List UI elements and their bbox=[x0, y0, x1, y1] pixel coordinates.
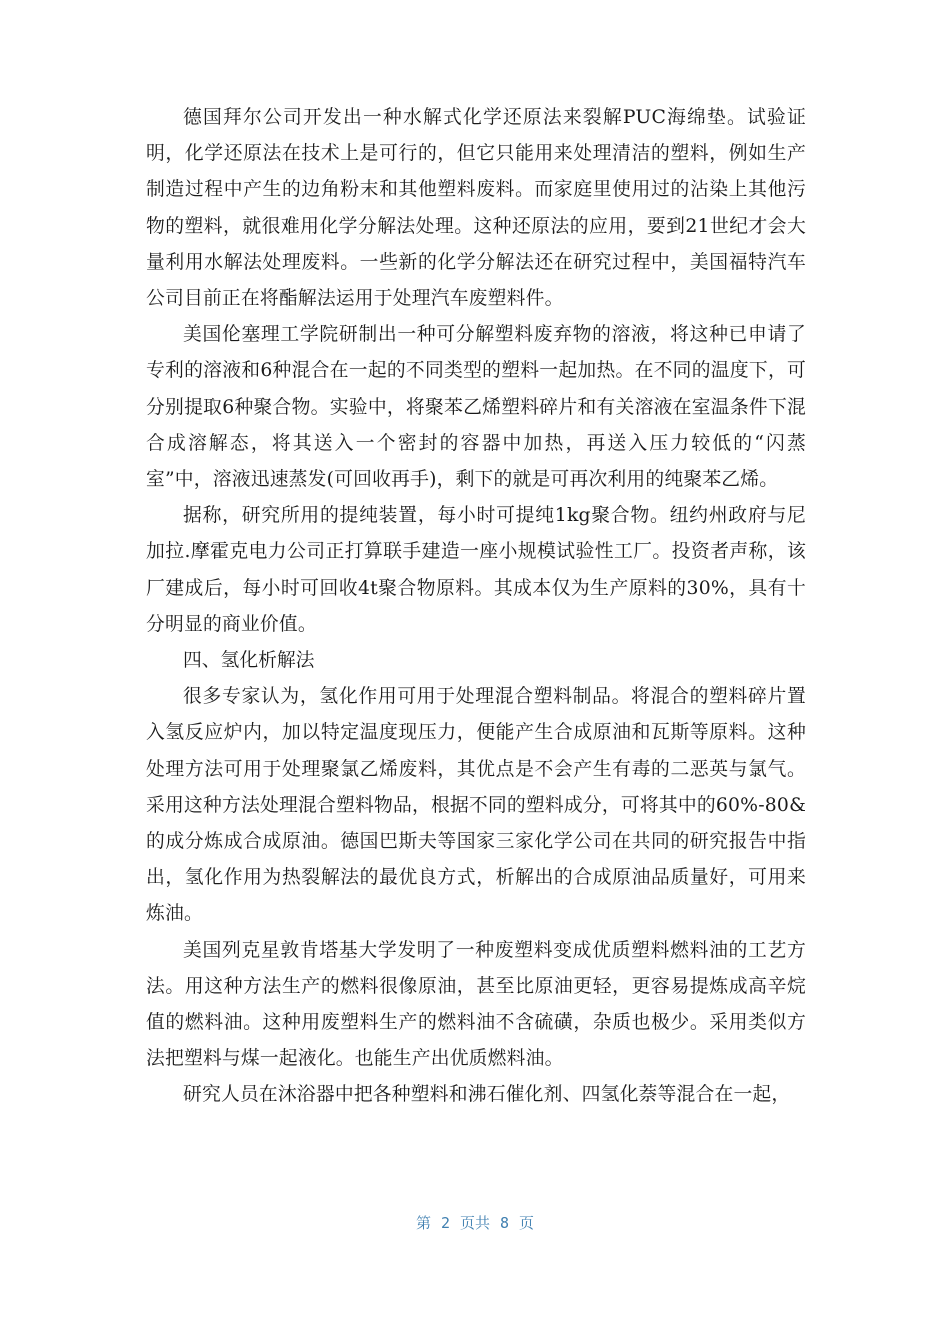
footer-middle: 页共 bbox=[459, 1214, 490, 1232]
footer-total-pages: 8 bbox=[500, 1214, 510, 1232]
footer-prefix: 第 bbox=[415, 1214, 431, 1232]
paragraph-bayer-hydrolysis: 德国拜尔公司开发出一种水解式化学还原法来裂解PUC海绵垫。试验证明，化学还原法在技术上是可行的，但它只能用来处理清洁的塑料，例如生产制造过程中产生的边角粉末和其他塑料废料。而家庭里使用过的沾染上其他污物的塑料，就很难用化学分解法处理。这种还原法的应用，要到21世纪才会大量利用水解法处理废料。一些新的化学分解法还在研究过程中，美国福特汽车公司目前正在将酯解法运用于处理汽车废塑料件。 bbox=[146, 107, 806, 310]
footer-current-page: 2 bbox=[440, 1214, 450, 1232]
paragraph-researchers-mixing: 研究人员在沐浴器中把各种塑料和沸石催化剂、四氢化萘等混合在一起， bbox=[183, 1084, 791, 1106]
page-footer bbox=[0, 1212, 950, 1233]
paragraph-rensselaer-solution: 美国伦塞理工学院研制出一种可分解塑料废弃物的溶液，将这种已申请了专利的溶液和6种混合在一起的不同类型的塑料一起加热。在不同的温度下，可分别提取6种聚合物。实验中，将聚苯乙烯塑料碎片和有关溶液在室温条件下混合成溶解态，将其送入一个密封的容器中加热，再送入压力较低的“闪蒸室”中，溶液迅速蒸发(可回收再手)，剩下的就是可再次利用的纯聚苯乙烯。 bbox=[146, 324, 806, 491]
section-heading-hydrogenation: 四、氢化析解法 bbox=[183, 650, 315, 672]
paragraph-hydrogenation-experts: 很多专家认为，氢化作用可用于处理混合塑料制品。将混合的塑料碎片置入氢反应炉内，加以特定温度现压力，便能产生合成原油和瓦斯等原料。这种处理方法可用于处理聚氯乙烯废料，其优点是不会产生有毒的二恶英与氯气。采用这种方法处理混合塑料物品，根据不同的塑料成分，可将其中的60%-80&的成分炼成合成原油。德国巴斯夫等国家三家化学公司在共同的研究报告中指出，氢化作用为热裂解法的最优良方式，析解出的合成原油品质量好，可用来炼油。 bbox=[146, 686, 806, 925]
paragraph-kentucky-fuel-oil: 美国列克星敦肯塔基大学发明了一种废塑料变成优质塑料燃料油的工艺方法。用这种方法生产的燃料很像原油，甚至比原油更轻，更容易提炼成高辛烷值的燃料油。这种用废塑料生产的燃料油不含硫磺，杂质也极少。采用类似方法把塑料与煤一起液化。也能生产出优质燃料油。 bbox=[146, 939, 806, 1070]
document-body bbox=[146, 100, 806, 1114]
footer-suffix: 页 bbox=[519, 1214, 535, 1232]
paragraph-purification-device: 据称，研究所用的提纯装置，每小时可提纯1kg聚合物。纽约州政府与尼加拉.摩霍克电力公司正打算联手建造一座小规模试验性工厂。投资者声称，该厂建成后，每小时可回收4t聚合物原料。其成本仅为生产原料的30%，具有十分明显的商业价值。 bbox=[146, 505, 806, 635]
